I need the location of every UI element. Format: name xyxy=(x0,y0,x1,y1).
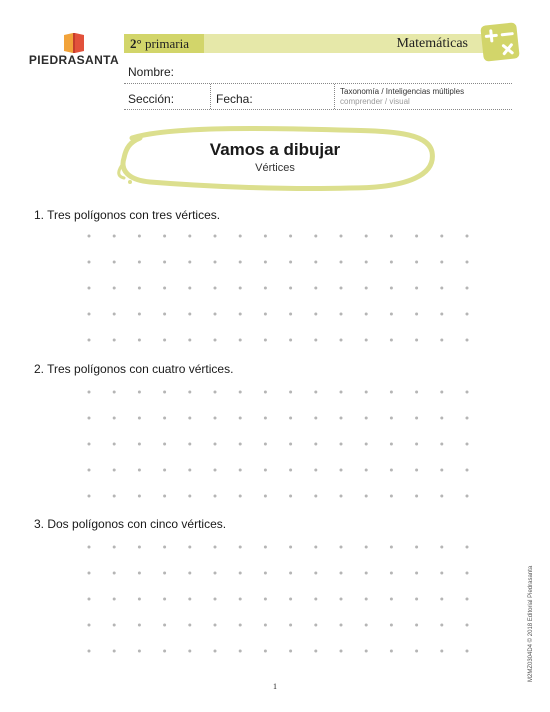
grid-dot xyxy=(88,339,91,342)
grid-dot xyxy=(214,650,217,653)
book-logo-icon xyxy=(62,32,86,54)
grid-dot xyxy=(340,287,343,290)
worksheet-subtitle: Vértices xyxy=(255,162,295,174)
grid-dot xyxy=(113,287,116,290)
grid-dot xyxy=(264,391,267,394)
grid-dot xyxy=(415,650,418,653)
grid-dot xyxy=(390,650,393,653)
grid-dot xyxy=(188,572,191,575)
grid-dot xyxy=(415,287,418,290)
grid-dot xyxy=(314,546,317,549)
grid-dot xyxy=(390,624,393,627)
grid-dot xyxy=(214,495,217,498)
grid-dot xyxy=(188,391,191,394)
grid-dot xyxy=(466,546,469,549)
grid-dot xyxy=(440,339,443,342)
grid-dot xyxy=(163,598,166,601)
grid-dot xyxy=(340,650,343,653)
divider xyxy=(334,84,335,109)
grid-dot xyxy=(440,624,443,627)
grid-dot xyxy=(188,261,191,264)
grid-dot xyxy=(163,339,166,342)
grid-dot xyxy=(390,572,393,575)
grid-dot xyxy=(390,235,393,238)
grid-dot xyxy=(340,495,343,498)
grid-dot xyxy=(88,391,91,394)
dot-grid-3[interactable] xyxy=(85,543,465,655)
grid-dot xyxy=(88,469,91,472)
grid-dot xyxy=(88,572,91,575)
grid-dot xyxy=(188,495,191,498)
grid-dot xyxy=(113,261,116,264)
grid-dot xyxy=(239,417,242,420)
grid-dot xyxy=(289,417,292,420)
grid-dot xyxy=(440,313,443,316)
grid-dot xyxy=(314,650,317,653)
grid-dot xyxy=(415,546,418,549)
grid-dot xyxy=(188,624,191,627)
grid-dot xyxy=(264,261,267,264)
grid-dot xyxy=(163,650,166,653)
grid-dot xyxy=(163,261,166,264)
grid-dot xyxy=(239,469,242,472)
grid-dot xyxy=(365,261,368,264)
grid-dot xyxy=(390,546,393,549)
grid-dot xyxy=(415,235,418,238)
page-number: 1 xyxy=(273,682,277,691)
grid-dot xyxy=(466,417,469,420)
grid-dot xyxy=(163,313,166,316)
grid-dot xyxy=(415,469,418,472)
header-bar xyxy=(124,34,486,53)
grid-dot xyxy=(264,417,267,420)
grid-dot xyxy=(163,287,166,290)
grid-dot xyxy=(214,287,217,290)
grid-dot xyxy=(264,443,267,446)
grid-dot xyxy=(314,313,317,316)
grid-dot xyxy=(365,287,368,290)
grid-dot xyxy=(314,495,317,498)
grid-dot xyxy=(314,624,317,627)
grid-dot xyxy=(440,650,443,653)
grid-dot xyxy=(138,261,141,264)
grid-dot xyxy=(390,443,393,446)
grid-dot xyxy=(214,598,217,601)
grid-dot xyxy=(415,624,418,627)
grid-dot xyxy=(466,624,469,627)
grid-dot xyxy=(365,235,368,238)
grid-dot xyxy=(314,391,317,394)
dot-grid-svg xyxy=(85,543,471,655)
grid-dot xyxy=(314,417,317,420)
grid-dot xyxy=(440,572,443,575)
grid-dot xyxy=(314,287,317,290)
grid-dot xyxy=(314,598,317,601)
grid-dot xyxy=(188,443,191,446)
grid-dot xyxy=(88,495,91,498)
grid-dot xyxy=(163,495,166,498)
grid-dot xyxy=(138,624,141,627)
grid-dot xyxy=(340,624,343,627)
grid-dot xyxy=(340,261,343,264)
grid-dot xyxy=(88,624,91,627)
grid-dot xyxy=(88,417,91,420)
grid-dot xyxy=(440,495,443,498)
grid-dot xyxy=(88,443,91,446)
grid-dot xyxy=(113,339,116,342)
grid-dot xyxy=(239,443,242,446)
grid-dot xyxy=(466,391,469,394)
grid-dot xyxy=(88,313,91,316)
grid-dot xyxy=(188,546,191,549)
grid-dot xyxy=(214,443,217,446)
grid-dot xyxy=(163,235,166,238)
section-date-row xyxy=(124,84,512,110)
grid-dot xyxy=(289,546,292,549)
grid-dot xyxy=(264,287,267,290)
grid-dot xyxy=(466,469,469,472)
worksheet-title: Vamos a dibujar xyxy=(209,140,341,159)
grid-dot xyxy=(466,598,469,601)
grid-dot xyxy=(289,650,292,653)
grid-dot xyxy=(365,495,368,498)
name-label: Nombre: xyxy=(128,65,175,79)
grid-dot xyxy=(340,572,343,575)
grid-dot xyxy=(390,339,393,342)
section-label: Sección: xyxy=(128,92,175,106)
grid-dot xyxy=(214,624,217,627)
grid-dot xyxy=(440,391,443,394)
grid-dot xyxy=(340,391,343,394)
divider xyxy=(210,84,211,109)
grid-dot xyxy=(314,469,317,472)
grid-dot xyxy=(264,598,267,601)
grid-dot xyxy=(138,598,141,601)
grid-dot xyxy=(113,313,116,316)
grid-dot xyxy=(289,339,292,342)
grid-dot xyxy=(163,391,166,394)
grid-dot xyxy=(340,313,343,316)
grid-dot xyxy=(365,624,368,627)
grid-dot xyxy=(466,572,469,575)
grid-dot xyxy=(264,624,267,627)
grid-dot xyxy=(390,417,393,420)
grid-dot xyxy=(138,287,141,290)
grid-dot xyxy=(138,650,141,653)
grid-dot xyxy=(466,443,469,446)
grade-number: 2° xyxy=(130,36,142,51)
grid-dot xyxy=(188,235,191,238)
grid-dot xyxy=(113,495,116,498)
grid-dot xyxy=(289,443,292,446)
grid-dot xyxy=(214,313,217,316)
grid-dot xyxy=(289,313,292,316)
grid-dot xyxy=(214,391,217,394)
grid-dot xyxy=(239,624,242,627)
grid-dot xyxy=(365,469,368,472)
grid-dot xyxy=(314,235,317,238)
grid-dot xyxy=(239,261,242,264)
grid-dot xyxy=(113,624,116,627)
grid-dot xyxy=(365,417,368,420)
name-row xyxy=(124,56,512,84)
dot-grid-svg xyxy=(85,232,471,344)
grid-dot xyxy=(340,546,343,549)
grid-dot xyxy=(340,443,343,446)
taxonomy-detail: comprender / visual xyxy=(340,97,410,106)
grid-dot xyxy=(239,495,242,498)
grid-dot xyxy=(466,261,469,264)
grid-dot xyxy=(365,313,368,316)
grid-dot xyxy=(264,235,267,238)
grid-dot xyxy=(239,391,242,394)
dot-grid-2[interactable] xyxy=(85,388,465,500)
grid-dot xyxy=(415,339,418,342)
grid-dot xyxy=(415,572,418,575)
grid-dot xyxy=(264,495,267,498)
grid-dot xyxy=(340,235,343,238)
grid-dot xyxy=(138,546,141,549)
grid-dot xyxy=(440,469,443,472)
grid-dot xyxy=(113,598,116,601)
grid-dot xyxy=(340,469,343,472)
grid-dot xyxy=(239,546,242,549)
grid-dot xyxy=(365,339,368,342)
grid-dot xyxy=(415,495,418,498)
grid-dot xyxy=(163,469,166,472)
grid-dot xyxy=(239,339,242,342)
grid-dot xyxy=(113,546,116,549)
grid-dot xyxy=(188,339,191,342)
question-1: 1. Tres polígonos con tres vértices. xyxy=(34,208,221,222)
grid-dot xyxy=(466,313,469,316)
grid-dot xyxy=(390,391,393,394)
grid-dot xyxy=(340,417,343,420)
grid-dot xyxy=(113,417,116,420)
dot-grid-1[interactable] xyxy=(85,232,465,344)
question-3: 3. Dos polígonos con cinco vértices. xyxy=(34,517,227,531)
grid-dot xyxy=(214,261,217,264)
grid-dot xyxy=(415,598,418,601)
grid-dot xyxy=(314,261,317,264)
grid-dot xyxy=(264,546,267,549)
grid-dot xyxy=(163,546,166,549)
grid-dot xyxy=(289,287,292,290)
grid-dot xyxy=(289,391,292,394)
grid-dot xyxy=(88,546,91,549)
grid-dot xyxy=(264,650,267,653)
grid-dot xyxy=(88,261,91,264)
grid-dot xyxy=(138,469,141,472)
grid-dot xyxy=(466,287,469,290)
grid-dot xyxy=(113,443,116,446)
grid-dot xyxy=(188,417,191,420)
grid-dot xyxy=(188,598,191,601)
grid-dot xyxy=(188,313,191,316)
grid-dot xyxy=(239,235,242,238)
grid-dot xyxy=(440,598,443,601)
subject-title: Matemáticas xyxy=(396,36,468,51)
grid-dot xyxy=(340,598,343,601)
grid-dot xyxy=(239,313,242,316)
grid-dot xyxy=(214,572,217,575)
grid-dot xyxy=(163,417,166,420)
grid-dot xyxy=(188,287,191,290)
grid-dot xyxy=(289,469,292,472)
grid-dot xyxy=(466,495,469,498)
grid-dot xyxy=(314,339,317,342)
date-label: Fecha: xyxy=(216,92,253,106)
grid-dot xyxy=(88,598,91,601)
grid-dot xyxy=(239,572,242,575)
copyright-note: M2MZ0304D4 © 2018 Editorial Piedrasanta xyxy=(528,565,534,682)
grid-dot xyxy=(440,546,443,549)
grid-dot xyxy=(188,650,191,653)
publisher-logo xyxy=(26,28,122,72)
grid-dot xyxy=(138,235,141,238)
grid-dot xyxy=(138,443,141,446)
grid-dot xyxy=(415,261,418,264)
grid-dot xyxy=(440,287,443,290)
grid-dot xyxy=(138,417,141,420)
grid-dot xyxy=(214,469,217,472)
grid-dot xyxy=(365,546,368,549)
grid-dot xyxy=(289,261,292,264)
question-2: 2. Tres polígonos con cuatro vértices. xyxy=(34,362,234,376)
grid-dot xyxy=(365,650,368,653)
publisher-name: PIEDRASANTA xyxy=(28,53,120,67)
grid-dot xyxy=(264,469,267,472)
grid-dot xyxy=(466,235,469,238)
grid-dot xyxy=(239,287,242,290)
grid-dot xyxy=(365,443,368,446)
grid-dot xyxy=(390,313,393,316)
grid-dot xyxy=(415,417,418,420)
grid-dot xyxy=(138,313,141,316)
taxonomy-label: Taxonomía / Inteligencias múltiples xyxy=(340,87,465,96)
grid-dot xyxy=(239,598,242,601)
grid-dot xyxy=(289,235,292,238)
grid-dot xyxy=(314,572,317,575)
grid-dot xyxy=(264,313,267,316)
grid-dot xyxy=(390,598,393,601)
grid-dot xyxy=(365,572,368,575)
grid-dot xyxy=(138,339,141,342)
grid-dot xyxy=(214,546,217,549)
grid-dot xyxy=(138,572,141,575)
grid-dot xyxy=(390,287,393,290)
grid-dot xyxy=(365,598,368,601)
grid-dot xyxy=(88,235,91,238)
grid-dot xyxy=(415,391,418,394)
grid-dot xyxy=(88,287,91,290)
grid-dot xyxy=(113,469,116,472)
grid-dot xyxy=(214,339,217,342)
grid-dot xyxy=(138,391,141,394)
grid-dot xyxy=(138,495,141,498)
grid-dot xyxy=(239,650,242,653)
grid-dot xyxy=(440,235,443,238)
grid-dot xyxy=(113,650,116,653)
grid-dot xyxy=(163,443,166,446)
grade-label xyxy=(124,34,204,53)
grid-dot xyxy=(214,235,217,238)
grid-dot xyxy=(88,650,91,653)
grid-dot xyxy=(390,495,393,498)
grid-dot xyxy=(289,495,292,498)
grid-dot xyxy=(340,339,343,342)
grid-dot xyxy=(113,391,116,394)
grid-dot xyxy=(289,572,292,575)
grid-dot xyxy=(466,339,469,342)
grid-dot xyxy=(390,469,393,472)
grid-dot xyxy=(163,624,166,627)
grid-dot xyxy=(264,339,267,342)
grid-dot xyxy=(163,572,166,575)
grid-dot xyxy=(365,391,368,394)
dot-grid-svg xyxy=(85,388,471,500)
grid-dot xyxy=(113,235,116,238)
grid-dot xyxy=(264,572,267,575)
grid-dot xyxy=(113,572,116,575)
grid-dot xyxy=(415,313,418,316)
grid-dot xyxy=(214,417,217,420)
grid-dot xyxy=(440,261,443,264)
grid-dot xyxy=(440,443,443,446)
grid-dot xyxy=(289,624,292,627)
grid-dot xyxy=(390,261,393,264)
grid-dot xyxy=(188,469,191,472)
grade-text: primaria xyxy=(141,36,189,51)
grid-dot xyxy=(440,417,443,420)
grid-dot xyxy=(314,443,317,446)
grid-dot xyxy=(466,650,469,653)
grid-dot xyxy=(415,443,418,446)
grid-dot xyxy=(289,598,292,601)
